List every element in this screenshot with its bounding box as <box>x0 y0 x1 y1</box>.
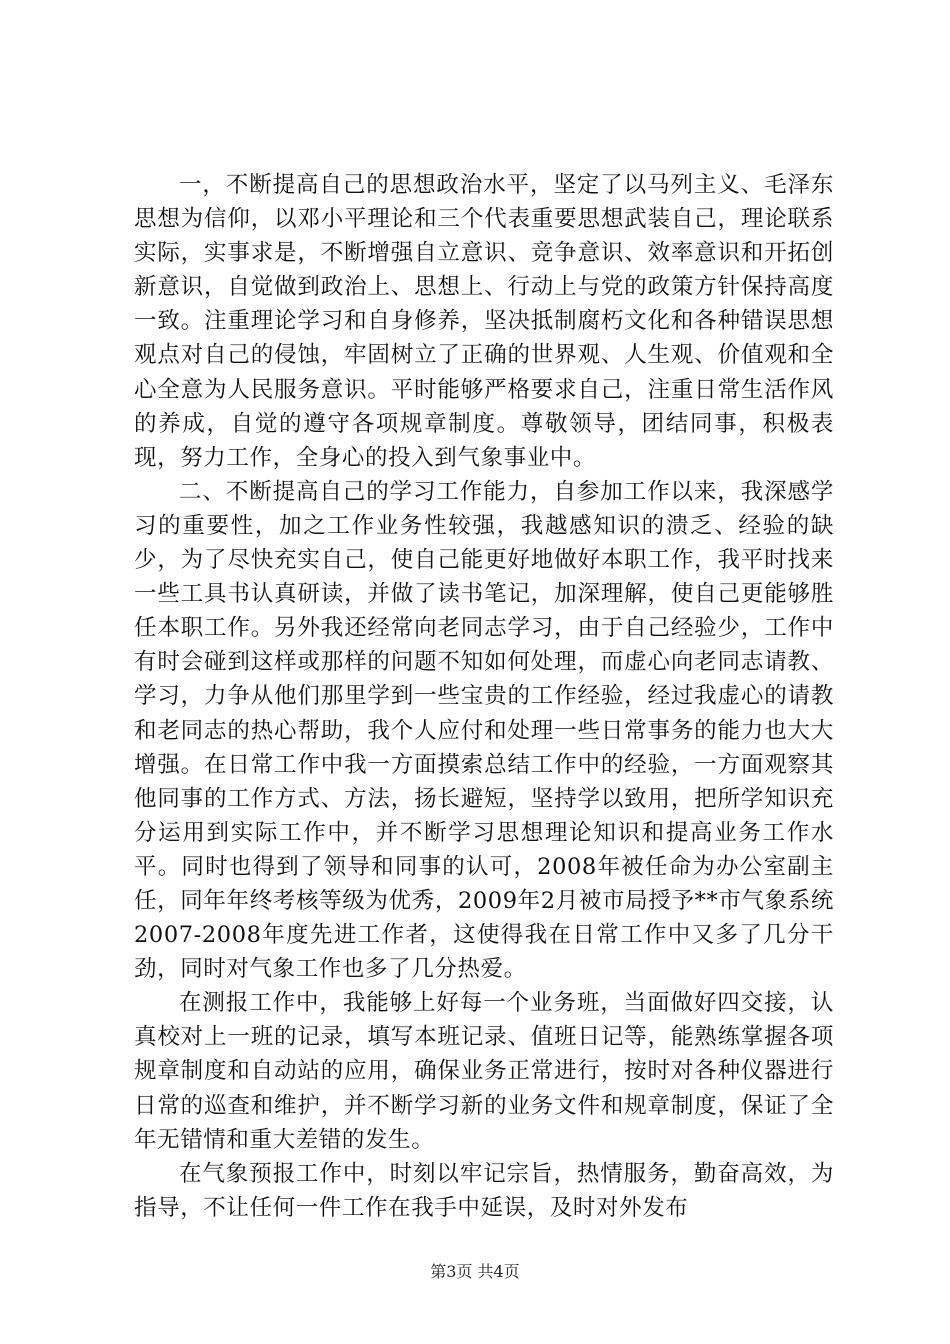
page-footer: 第3页 共4页 <box>430 1262 520 1281</box>
paragraph-study-ability: 二、不断提高自己的学习工作能力，自参加工作以来，我深感学习的重要性，加之工作业务性较强，我越感知识的溃乏、经验的缺少，为了尽快充实自己，使自己能更好地做好本职工作，我平时找来一些工具书认真研读，并做了读书笔记，加深理解，使自己更能够胜任本职工作。另外我还经常向老同志学习，由于自己经验少，工作中有时会碰到这样或那样的问题不知如何处理，而虚心向老同志请教、学习，力争从他们那里学到一些宝贵的工作经验，经过我虚心的请教和老同志的热心帮助，我个人应付和处理一些日常事务的能力也大大增强。在日常工作中我一方面摸索总结工作中的经验，一方面观察其他同事的工作方式、方法，扬长避短，坚持学以致用，把所学知识充分运用到实际工作中，并不断学习思想理论知识和提高业务工作水平。同时也得到了领导和同事的认可，2008年被任命为办公室副主任，同年年终考核等级为优秀，2009年2月被市局授予**市气象系统2007-2008年度先进工作者，这使得我在日常工作中又多了几分干劲，同时对气象工作也多了几分热爱。 <box>134 478 834 983</box>
paragraph-political-level: 一，不断提高自己的思想政治水平，坚定了以马列主义、毛泽东思想为信仰，以邓小平理论和三个代表重要思想武装自己，理论联系实际，实事求是，不断增强自立意识、竞争意识、效率意识和开拓创新意识，自觉做到政治上、思想上、行动上与党的政策方针保持高度一致。注重理论学习和自身修养，坚决抵制腐朽文化和各种错误思想观点对自己的侵蚀，牢固树立了正确的世界观、人生观、价值观和全心全意为人民服务意识。平时能够严格要求自己，注重日常生活作风的养成，自觉的遵守各项规章制度。尊敬领导，团结同事，积极表现，努力工作，全身心的投入到气象事业中。 <box>134 172 834 471</box>
paragraph-forecast-work: 在气象预报工作中，时刻以牢记宗旨，热情服务，勤奋高效，为指导，不让任何一件工作在我手中延误，及时对外发布 <box>134 1160 834 1221</box>
paragraph-observation-work: 在测报工作中，我能够上好每一个业务班，当面做好四交接，认真校对上一班的记录，填写本班记录、值班日记等，能熟练掌握各项规章制度和自动站的应用，确保业务正常进行，按时对各种仪器进行日常的巡查和维护，并不断学习新的业务文件和规章制度，保证了全年无错情和重大差错的发生。 <box>134 990 834 1153</box>
document-body <box>134 168 834 1225</box>
